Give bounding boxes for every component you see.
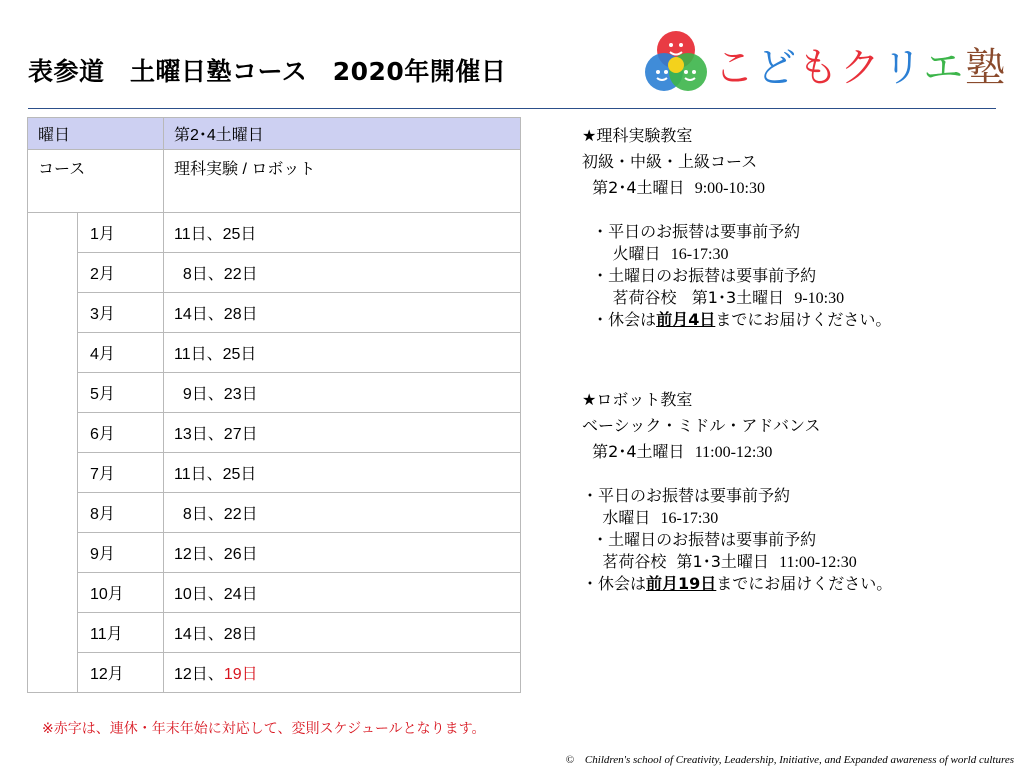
dates-cell xyxy=(164,253,521,293)
dates-text: 12日、 xyxy=(174,666,224,683)
month-cell: 3月 xyxy=(78,293,164,333)
red-text-footnote: ※赤字は、連休・年末年始に対応して、変則スケジュールとなります。 xyxy=(42,721,486,737)
science-saturday-time: 9-10:30 xyxy=(794,290,845,307)
robot-absence-deadline: 前月19日 xyxy=(646,574,717,593)
dates-cell xyxy=(164,293,521,333)
science-section xyxy=(582,125,1002,331)
science-saturday-transfer: ・土曜日のお振替は要事前予約 xyxy=(592,266,817,285)
robot-weekday-day: 水曜日 xyxy=(602,508,651,527)
robot-absence-post: までにお届けください。 xyxy=(716,574,893,593)
table-row xyxy=(28,213,521,253)
table-row xyxy=(28,293,521,333)
dates-cell xyxy=(164,453,521,493)
dates-cell xyxy=(164,333,521,373)
dates-text: 14日、28日 xyxy=(174,626,258,643)
science-absence-post: までにお届けください。 xyxy=(715,310,892,329)
robot-saturday-time: 11:00-12:30 xyxy=(779,554,857,571)
dates-cell xyxy=(164,493,521,533)
month-cell: 8月 xyxy=(78,493,164,533)
robot-saturday-school: 茗荷谷校 xyxy=(602,552,667,571)
dates-text: 13日、27日 xyxy=(174,426,258,443)
science-weekday-time: 16-17:30 xyxy=(670,246,729,263)
robot-levels: ベーシック・ミドル・アドバンス xyxy=(582,416,821,435)
dates-text: 10日、24日 xyxy=(174,586,258,603)
indent-cell xyxy=(28,653,78,693)
table-row xyxy=(28,253,521,293)
science-heading: ★理科実験教室 xyxy=(582,126,693,145)
dates-text: 11日、25日 xyxy=(174,466,257,483)
science-levels: 初級・中級・上級コース xyxy=(582,152,758,171)
logo-characters: こどもクリエ塾 xyxy=(714,45,1008,91)
indent-cell xyxy=(28,413,78,453)
dates-cell xyxy=(164,533,521,573)
copyright-notice: © Children's school of Creativity, Leadership, Initiative, and Expanded awareness of world cultures xyxy=(565,754,1014,766)
dates-cell xyxy=(164,653,521,693)
indent-cell xyxy=(28,213,78,253)
weekday-value: 第2･4土曜日 xyxy=(164,118,521,150)
indent-cell xyxy=(28,533,78,573)
page-title: 表参道 土曜日塾コース 2020年開催日 xyxy=(28,57,507,86)
month-cell: 2月 xyxy=(78,253,164,293)
science-absence-deadline: 前月4日 xyxy=(656,310,716,329)
robot-schedule-day: 第2･4土曜日 xyxy=(592,442,685,461)
title-divider xyxy=(28,108,996,109)
robot-absence-pre: ・休会は xyxy=(582,574,647,593)
dates-text: 8日、22日 xyxy=(174,506,258,523)
changed-date-text: 19日 xyxy=(223,666,258,683)
course-row xyxy=(28,150,521,213)
science-absence-pre: ・休会は xyxy=(592,310,657,329)
indent-cell xyxy=(28,613,78,653)
dates-cell xyxy=(164,613,521,653)
robot-schedule-time: 11:00-12:30 xyxy=(694,444,773,461)
table-row xyxy=(28,573,521,613)
robot-weekday-transfer: ・平日のお振替は要事前予約 xyxy=(582,486,791,505)
month-cell: 1月 xyxy=(78,213,164,253)
table-row xyxy=(28,453,521,493)
science-weekday-day: 火曜日 xyxy=(612,244,661,263)
dates-text: 12日、26日 xyxy=(174,546,258,563)
logo-text xyxy=(714,36,1007,93)
month-cell: 4月 xyxy=(78,333,164,373)
month-cell: 12月 xyxy=(78,653,164,693)
month-cell: 5月 xyxy=(78,373,164,413)
indent-cell xyxy=(28,293,78,333)
robot-section xyxy=(582,389,1002,595)
course-value: 理科実験 / ロボット xyxy=(164,150,521,213)
indent-cell xyxy=(28,333,78,373)
science-schedule-day: 第2･4土曜日 xyxy=(592,178,685,197)
dates-text: 8日、22日 xyxy=(174,266,258,283)
robot-weekday-time: 16-17:30 xyxy=(660,510,719,527)
school-logo xyxy=(638,26,1008,102)
table-row xyxy=(28,613,521,653)
dates-text: 11日、25日 xyxy=(174,226,257,243)
science-weekday-transfer: ・平日のお振替は要事前予約 xyxy=(592,222,801,241)
month-cell: 11月 xyxy=(78,613,164,653)
dates-cell xyxy=(164,413,521,453)
indent-cell xyxy=(28,453,78,493)
table-row xyxy=(28,413,521,453)
month-cell: 10月 xyxy=(78,573,164,613)
dates-cell xyxy=(164,573,521,613)
logo-circles-icon xyxy=(638,26,714,102)
science-saturday-day: 第1･3土曜日 xyxy=(691,288,785,307)
robot-heading: ★ロボット教室 xyxy=(582,390,693,409)
weekday-label: 曜日 xyxy=(28,118,164,150)
indent-cell xyxy=(28,493,78,533)
table-row xyxy=(28,333,521,373)
dates-cell xyxy=(164,373,521,413)
indent-cell xyxy=(28,573,78,613)
table-row xyxy=(28,653,521,693)
month-cell: 9月 xyxy=(78,533,164,573)
table-row xyxy=(28,533,521,573)
dates-text: 9日、23日 xyxy=(174,386,258,403)
table-header-row xyxy=(28,118,521,150)
dates-text: 11日、25日 xyxy=(174,346,257,363)
month-cell: 7月 xyxy=(78,453,164,493)
science-schedule-time: 9:00-10:30 xyxy=(694,180,765,197)
indent-cell xyxy=(28,253,78,293)
dates-cell xyxy=(164,213,521,253)
course-label: コース xyxy=(28,150,164,213)
science-saturday-school: 茗荷谷校 xyxy=(612,288,677,307)
notes-panel xyxy=(582,125,1002,595)
table-row xyxy=(28,493,521,533)
schedule-table xyxy=(27,117,521,693)
month-cell: 6月 xyxy=(78,413,164,453)
table-row xyxy=(28,373,521,413)
robot-saturday-transfer: ・土曜日のお振替は要事前予約 xyxy=(592,530,817,549)
indent-cell xyxy=(28,373,78,413)
robot-saturday-day: 第1･3土曜日 xyxy=(676,552,769,571)
dates-text: 14日、28日 xyxy=(174,306,258,323)
